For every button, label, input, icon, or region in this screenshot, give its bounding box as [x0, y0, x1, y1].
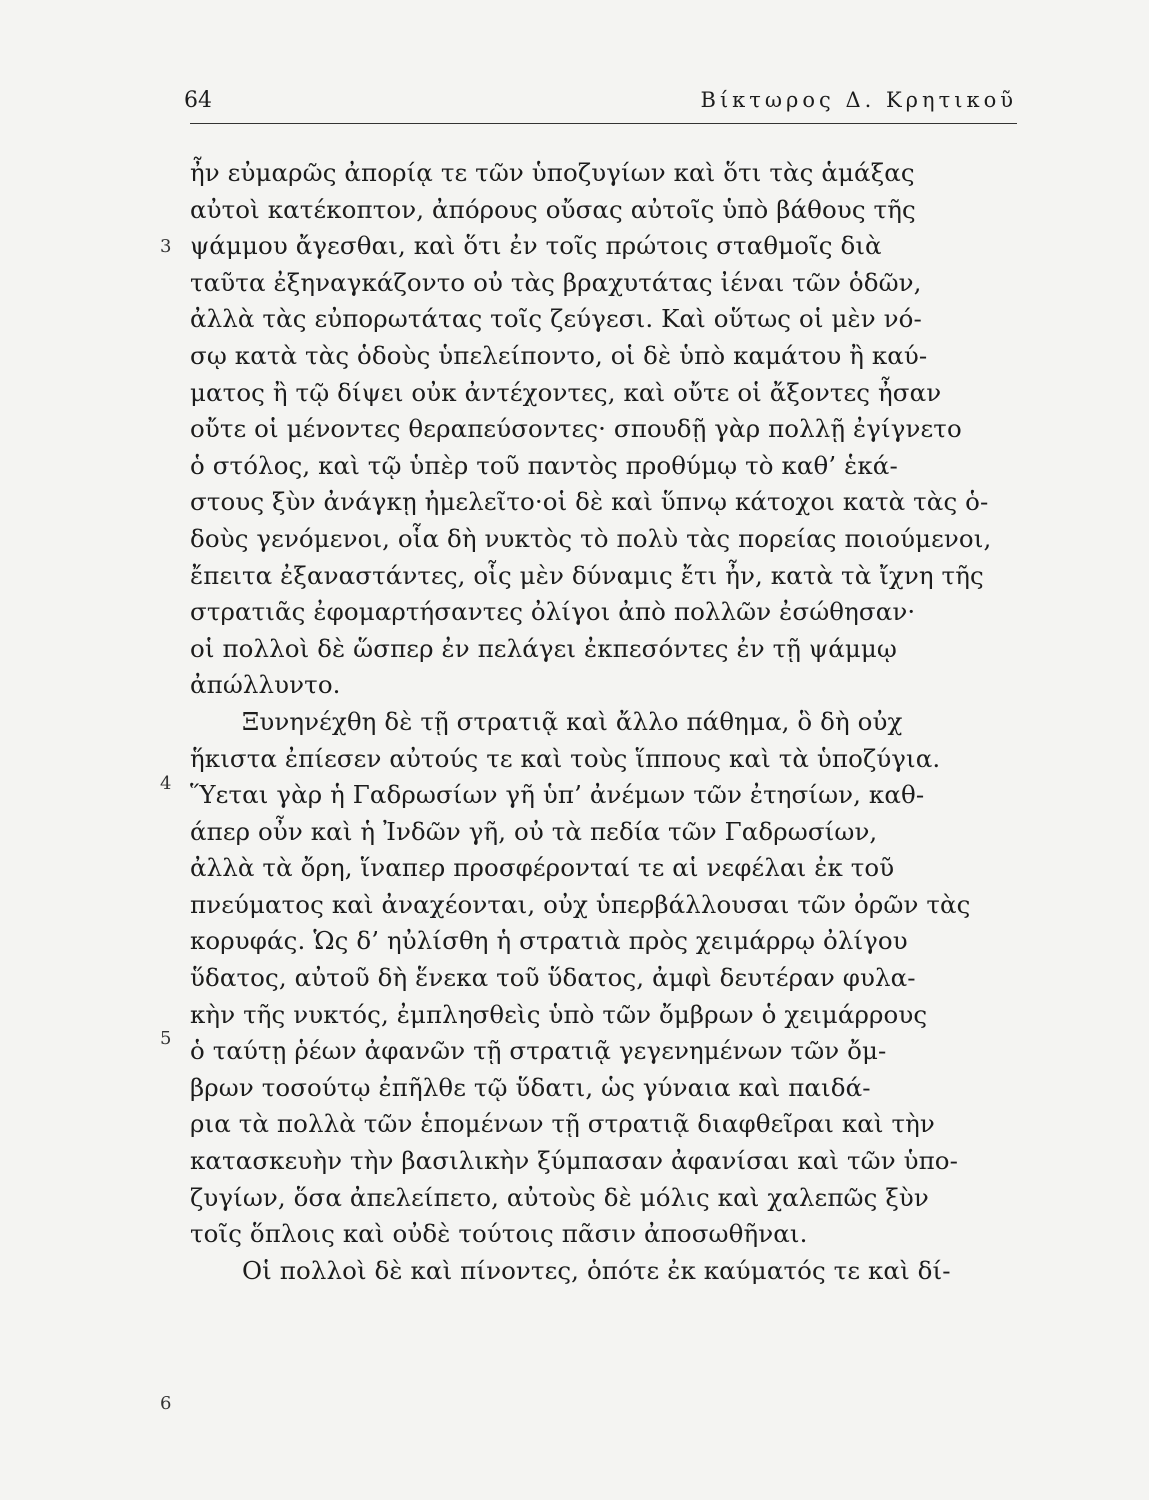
- text-line: στρατιᾶς ἐφομαρτήσαντες ὀλίγοι ἀπὸ πολλῶν ἐσώθησαν·: [190, 597, 916, 627]
- text-line: οἱ πολλοὶ δὲ ὥσπερ ἐν πελάγει ἐκπεσόντες ἐν τῇ ψάμμῳ: [190, 633, 898, 663]
- header-rule: [190, 123, 1017, 124]
- text-line: ματος ἢ τῷ δίψει οὐκ ἀντέχοντες, καὶ οὔτε οἱ ἄξοντες ἦσαν: [190, 377, 942, 407]
- body-text: [190, 155, 1040, 1289]
- text-line: κορυφάς. Ὡς δ’ ηὐλίσθη ἡ στρατιὰ πρὸς χειμάρρῳ ὀλίγου: [190, 926, 908, 956]
- text-line: ἥκιστα ἐπίεσεν αὐτούς τε καὶ τοὺς ἵππους καὶ τὰ ὑποζύγια.: [190, 743, 941, 773]
- text-line: οὔτε οἱ μένοντες θεραπεύσοντες· σπουδῇ γὰρ πολλῇ ἐγίγνετο: [190, 414, 962, 444]
- text-line: ἀλλὰ τὰς εὐπορωτάτας τοῖς ζεύγεσι. Καὶ οὕτως οἱ μὲν νό-: [190, 304, 922, 334]
- page-number: 64: [184, 88, 212, 113]
- text-line: κατασκευὴν τὴν βασιλικὴν ξύμπασαν ἀφανίσαι καὶ τῶν ὑπο-: [190, 1146, 959, 1176]
- text-line: Οἱ πολλοὶ δὲ καὶ πίνοντες, ὁπότε ἐκ καύματός τε καὶ δί-: [242, 1255, 951, 1285]
- running-title: Βίκτωρος Δ. Κρητικοῦ: [700, 88, 1017, 112]
- text-line: ταῦτα ἐξηναγκάζοντο οὐ τὰς βραχυτάτας ἰέναι τῶν ὁδῶν,: [190, 267, 922, 297]
- text-line: ὁ ταύτῃ ῥέων ἀφανῶν τῇ στρατιᾷ γεγενημένων τῶν ὄμ-: [190, 1036, 887, 1066]
- text-line: ὕδατος, αὐτοῦ δὴ ἕνεκα τοῦ ὕδατος, ἀμφὶ δευτέραν φυλα-: [190, 963, 916, 993]
- text-line: ζυγίων, ὅσα ἀπελείπετο, αὐτοὺς δὲ μόλις καὶ χαλεπῶς ξὺν: [190, 1182, 929, 1212]
- text-line: βρων τοσούτῳ ἐπῆλθε τῷ ὕδατι, ὡς γύναια καὶ παιδά-: [190, 1072, 871, 1102]
- text-line: ἔπειτα ἐξαναστάντες, οἷς μὲν δύναμις ἔτι ἦν, κατὰ τὰ ἴχνη τῆς: [190, 560, 984, 590]
- text-line: κὴν τῆς νυκτός, ἐμπλησθεὶς ὑπὸ τῶν ὄμβρων ὁ χειμάρρους: [190, 999, 928, 1029]
- text-line: άπερ οὖν καὶ ἡ Ἰνδῶν γῆ, οὐ τὰ πεδία τῶν Γαδρωσίων,: [190, 816, 878, 846]
- text-line: ἦν εὐμαρῶς ἀπορίᾳ τε τῶν ὑποζυγίων καὶ ὅτι τὰς ἁμάξας: [190, 158, 915, 187]
- section-number-3: 3: [160, 236, 172, 257]
- text-line: αὐτοὶ κατέκοπτον, ἀπόρους οὔσας αὐτοῖς ὑπὸ βάθους τῆς: [190, 194, 916, 224]
- text-line: τοῖς ὅπλοις καὶ οὐδὲ τούτοις πᾶσιν ἀποσωθῆναι.: [190, 1219, 808, 1249]
- section-number-5: 5: [160, 1028, 172, 1049]
- text-line: Ὕεται γὰρ ἡ Γαδρωσίων γῆ ὑπ’ ἀνέμων τῶν ἐτησίων, καθ-: [190, 780, 925, 810]
- text-line: σῳ κατὰ τὰς ὁδοὺς ὑπελείποντο, οἱ δὲ ὑπὸ καμάτου ἢ καύ-: [190, 340, 928, 370]
- section-number-6: 6: [160, 1393, 172, 1414]
- text-line: πνεύματος καὶ ἀναχέονται, οὐχ ὑπερβάλλουσαι τῶν ὀρῶν τὰς: [190, 889, 971, 919]
- text-line: ὁ στόλος, καὶ τῷ ὑπὲρ τοῦ παντὸς προθύμῳ τὸ καθ’ ἑκά-: [190, 450, 898, 480]
- text-line: στους ξὺν ἀνάγκῃ ἠμελεῖτο·οἱ δὲ καὶ ὕπνῳ κάτοχοι κατὰ τὰς ὁ-: [190, 487, 989, 517]
- text-line: ρια τὰ πολλὰ τῶν ἑπομένων τῇ στρατιᾷ διαφθεῖραι καὶ τὴν: [190, 1109, 935, 1139]
- page-header: [184, 88, 1017, 124]
- text-line: δοὺς γενόμενοι, οἷα δὴ νυκτὸς τὸ πολὺ τὰς πορείας ποιούμενοι,: [190, 523, 992, 553]
- section-number-4: 4: [160, 773, 172, 794]
- text-line: Ξυνηνέχθη δὲ τῇ στρατιᾷ καὶ ἄλλο πάθημα, ὃ δὴ οὐχ: [242, 706, 903, 736]
- text-line: ψάμμου ἄγεσθαι, καὶ ὅτι ἐν τοῖς πρώτοις σταθμοῖς διὰ: [190, 231, 882, 261]
- text-line: ἀπώλλυντο.: [190, 670, 341, 700]
- text-line: ἀλλὰ τὰ ὄρη, ἵναπερ προσφέρονταί τε αἱ νεφέλαι ἐκ τοῦ: [190, 853, 895, 883]
